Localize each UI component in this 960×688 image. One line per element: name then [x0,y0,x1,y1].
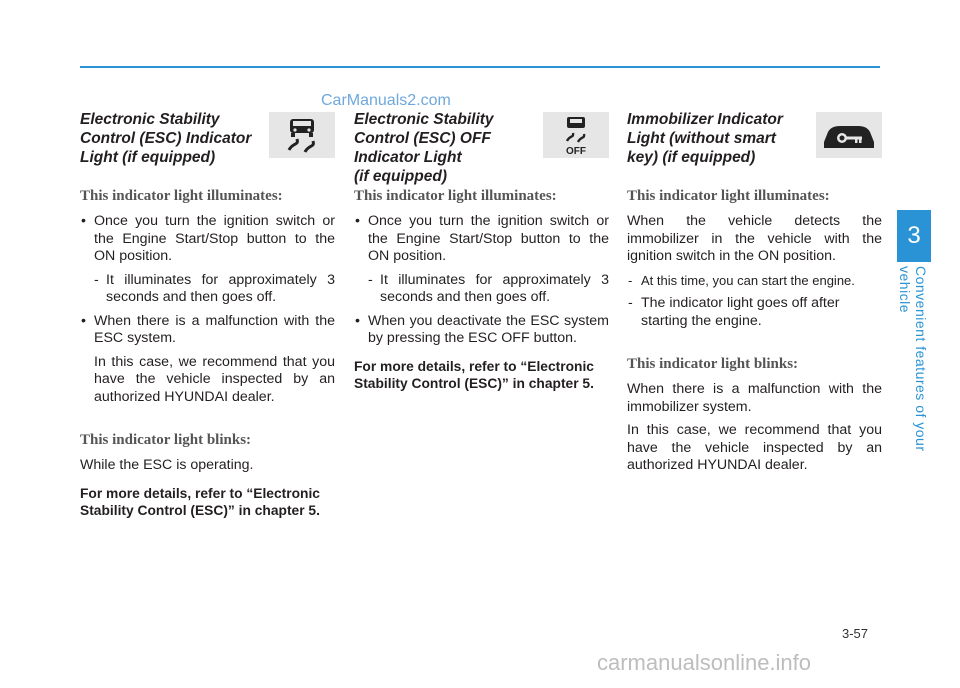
section-title [627,110,802,167]
reference-note: For more details, refer to “Electronic Stability Control (ESC)” in chapter 5. [354,358,594,391]
list-subitem: - The indicator light goes off after starting the engine. [627,295,882,330]
section-title [80,110,255,167]
list-item: • Once you turn the ignition switch or the Engine Start/Stop button to the ON position. [80,213,335,266]
esc-off-icon [543,112,609,158]
immobilizer-key-icon [816,112,882,158]
header-rule [80,66,880,68]
subheading: This indicator light illuminates: [354,188,557,204]
list-subitem: - It illuminates for approximately 3 seconds and then goes off. [354,272,609,307]
esc-indicator-section [80,110,335,520]
chapter-title: Convenient features of your vehicle [897,266,929,452]
paragraph: In this case, we recommend that you have the vehicle inspected by an authorized HYUNDAI dealer. [627,422,882,473]
title-line: Immobilizer Indicator [627,111,783,128]
title-line: (if equipped) [354,168,447,185]
list-subitem: - It illuminates for approximately 3 seconds and then goes off. [80,272,335,307]
subheading: This indicator light blinks: [627,356,799,372]
subheading: This indicator light illuminates: [627,188,830,204]
title-line: Control (ESC) OFF [354,130,491,147]
title-line: Control (ESC) Indicator [80,130,252,147]
title-line: Electronic Stability [80,111,220,128]
reference-note: For more details, refer to “Electronic Stability Control (ESC)” in chapter 5. [80,485,320,518]
section-title [354,110,529,186]
chapter-tab: 3 [897,210,931,262]
paragraph: When the vehicle detects the immobilizer in the vehicle with the ignition switch in the ON position. [627,213,882,264]
list-item: • Once you turn the ignition switch or the Engine Start/Stop button to the ON position. [354,213,609,266]
title-line: Electronic Stability [354,111,494,128]
off-label: OFF [566,146,586,157]
immobilizer-indicator-section [627,110,882,481]
subheading: This indicator light illuminates: [80,188,283,204]
title-line: Light (if equipped) [80,149,216,166]
list-subitem: - At this time, you can start the engine. [627,272,882,290]
esc-icon [269,112,335,158]
title-line: Light (without smart [627,130,776,147]
title-line: Indicator Light [354,149,462,166]
footer-watermark: carmanualsonline.info [597,650,812,675]
esc-off-indicator-section [354,110,609,393]
list-item: • When you deactivate the ESC system by pressing the ESC OFF button. [354,313,609,348]
paragraph: When there is a malfunction with the immobilizer system. [627,381,882,415]
list-item: • When there is a malfunction with the ESC system. [80,313,335,348]
subheading: This indicator light blinks: [80,432,252,448]
page-number: 3-57 [842,626,869,641]
title-line: key) (if equipped) [627,149,756,166]
watermark: CarManuals2.com [321,92,451,109]
paragraph: While the ESC is operating. [80,457,254,473]
paragraph: In this case, we recommend that you have the vehicle inspected by an authorized HYUNDAI dealer. [94,353,335,405]
